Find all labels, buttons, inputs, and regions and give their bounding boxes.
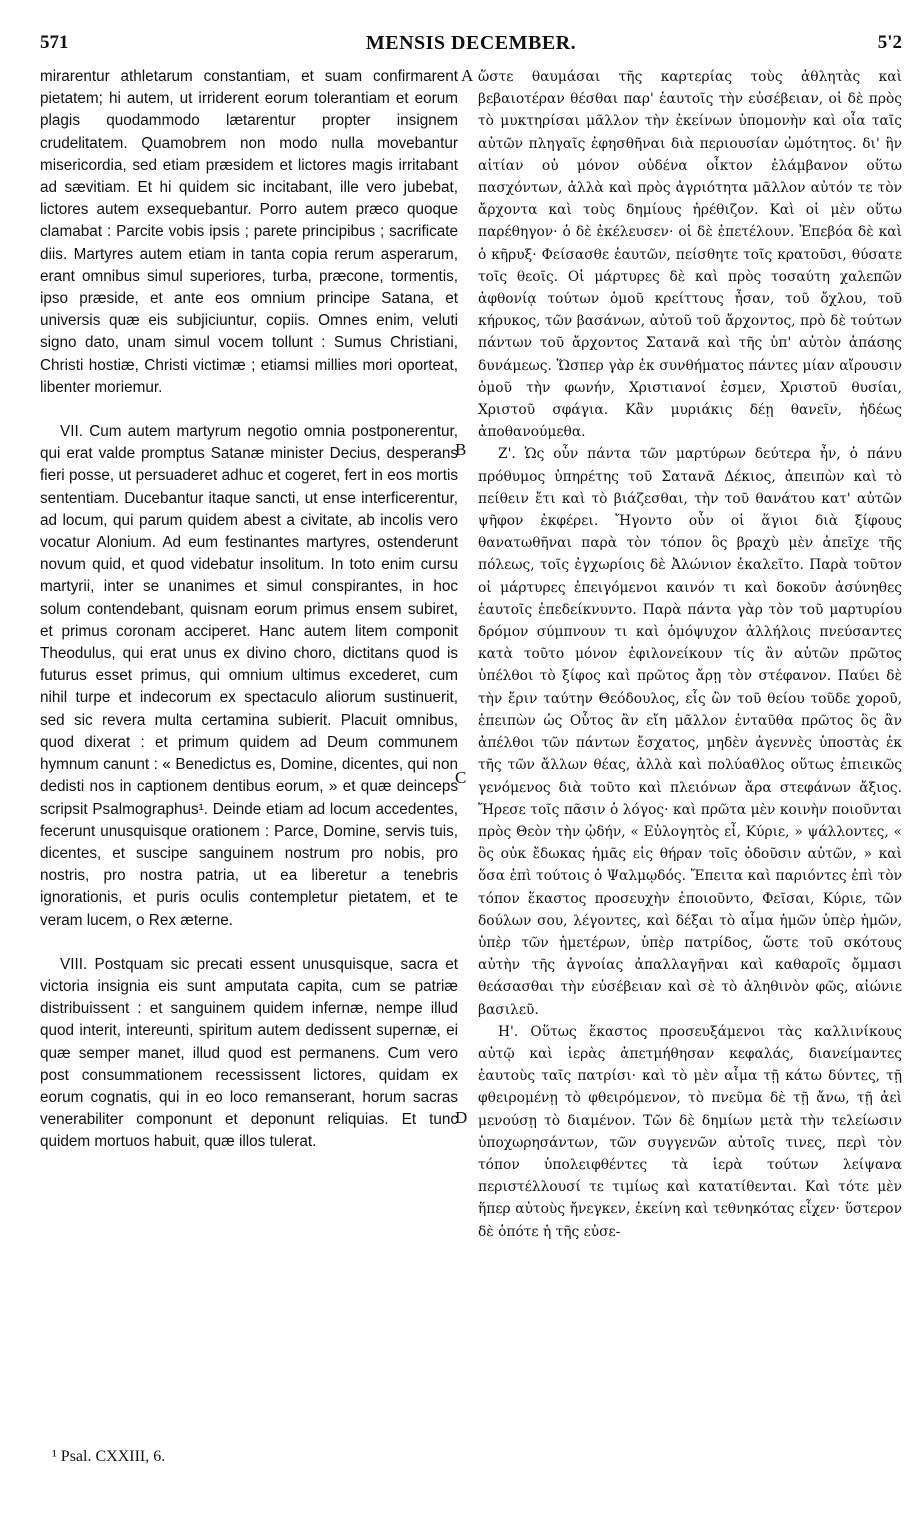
margin-marker-d: D — [455, 1108, 468, 1127]
running-header — [40, 32, 902, 62]
margin-marker-a: A — [461, 66, 474, 85]
page-number-left: 571 — [40, 32, 69, 53]
greek-paragraph-2: Ζ'. Ὡς οὖν πάντα τῶν μαρτύρων δεύτερα ἦν, ὁ πάνυ πρόθυμος ὑπηρέτης τοῦ Σατανᾶ Δέκιος, ἀπειπὼν καὶ τὸ πείθειν ἔτι καὶ τὸ βιάζεσθαι, τὴν τοῦ θανάτου κατ' αὐτῶν ψῆφον ἐκφέρει. Ἤγοντο οὖν οἱ ἅγιοι διὰ ξίφους θανατωθῆναι παρὰ τὸν τόπον ὃς βραχὺ μὲν ἀπεῖχε τῆς πόλεως, τοῖς ἐγχωρίοις δὲ Ἀλώνιον ἐκαλεῖτο. Παρὰ τοῦτον οἱ μάρτυρες ἐπειγόμενοι καινόν τι καὶ δοκοῦν ἀσύνηθες ἑαυτοῖς ἐπεδείκνυντο. Παρὰ πάντα γὰρ τὸν τοῦ μαρτυρίου δρόμον σύμπνουν τι καὶ ὁμόψυχον ἀλλήλοις πνεύσαντες κατὰ τοῦτο μόνον ἐφιλονείκουν τίς ἂν αὐτῶν πρῶτος ὑπέλθοι τὸ ξίφος καὶ πρῶτος ἄρῃ τὸν στέφανον. Παύει δὲ τὴν ἔριν ταύτην Θεόδουλος, εἷς ὢν τοῦ θείου τοῦδε χοροῦ, ἐπειπὼν ὡς Οὗτος ἂν εἴη μᾶλλον ἐνταῦθα πρῶτος ὃς ἂν ἀπέλθοι τῶν πάντων ἔσχατος, μηδὲν ἀγεννὲς ὑποστὰς ἐκ τῆς τῶν ἄλλων θέας, ἀλλὰ καὶ πολύαθλος οὕτως ἐπιεικῶς γενόμενος διὰ τοῦτο καὶ πλειόνων ἄρα στεφάνων ἄξιος. Ἤρεσε τοῖς πᾶσιν ὁ λόγος· καὶ πρῶτα μὲν κοινὴν ποιοῦνται πρὸς Θεὸν τὴν ᾠδήν, « Εὐλογητὸς εἶ, Κύριε, » ψάλλοντες, « ὃς οὐκ ἔδωκας ἡμᾶς εἰς θήραν τοῖς ὀδοῦσιν αὐτῶν, » καὶ ὅσα ἐπὶ τούτοις ὁ Ψαλμῳδός. Ἔπειτα καὶ παριόντες ἐπὶ τὸν τόπον ἕκαστος προσευχὴν ἐποιοῦντο, Φεῖσαι, Κύριε, τῶν δούλων σου, λέγοντες, καὶ δέξαι τὸ αἷμα ἡμῶν ὑπὲρ ἡμῶν, ὑπὲρ τῶν ἡμετέρων, ὑπὲρ πατρίδος, ὥστε τοῦ σκότους αὐτὴν τῆς ἀγνοίας ἀπαλλαγῆναι καὶ καθαροῖς ὄμμασι θεάσασθαι τὴν εὐσέβειαν καὶ σὲ τὸ ἀληθινὸν φῶς, αἰώνιε βασιλεῦ. — [478, 446, 902, 1018]
greek-paragraph-3: Η'. Οὕτως ἕκαστος προσευξάμενοι τὰς καλλινίκους αὐτῷ καὶ ἱερὰς ἀπετμήθησαν κεφαλάς, διανείμαντες ἑαυτοὺς ταῖς πατρίσι· καὶ τὸ μὲν αἷμα τῇ κάτω δύντες, τῇ φθειρομένῃ τὸ φθειρόμενον, τὸ πνεῦμα δὲ τῇ ἄνω, τῇ ἀεὶ μενούσῃ τὸ διαμένον. Τῶν δὲ δημίων μετὰ τὴν τελείωσιν ὑποχωρησάντων, τῶν συγγενῶν αὐτοῖς τινες, περὶ τὸν τόπον ὑπολειφθέντες τὰ ἱερὰ τούτων λείψανα περιστέλλουσί τε τιμίως καὶ κατατίθενται. Καὶ τότε μὲν ἥπερ αὐτοὺς ἤνεγκεν, ἐκείνη καὶ τεθνηκότας εἶχεν· ὕστερον δὲ ὁπότε ἡ τῆς εὐσε- — [478, 1023, 902, 1240]
margin-marker-c: C — [455, 768, 467, 787]
greek-column — [478, 66, 902, 1243]
greek-paragraph-1: ὥστε θαυμάσαι τῆς καρτερίας τοὺς ἀθλητὰς καὶ βεβαιοτέραν θέσθαι παρ' ἑαυτοῖς τὴν εὐσέβειαν, οἱ δὲ πρὸς τὸ μυκτηρίσαι μᾶλλον τὴν ἐκείνων ὑπομονὴν καὶ οἷα ταῖς αὐτῶν πληγαῖς ἐφησθῆναι διὰ περιουσίαν ὠμότητος. δι' ἣν αἰτίαν οὐ μόνον οὐδένα οἶκτον ἐλάμβανον οὕτω πασχόντων, ἀλλὰ καὶ πρὸς ἀγριότητα μᾶλλον αὐτόν τε τὸν ἄρχοντα καὶ τοὺς δημίους ἠρέθιζον. Καὶ οἱ μὲν οὕτω παρέθηγον· ὁ δὲ ἐκέλευσεν· οἱ δὲ ἐπετέλουν. Ἐπεβόα δὲ καὶ ὁ κῆρυξ· Φείσασθε ἑαυτῶν, πείσθητε τοῖς κρατοῦσι, θύσατε τοῖς θεοῖς. Οἱ μάρτυρες δὲ καὶ πρὸς τοσαύτη χαλεπῶν ἀφθονίᾳ τούτων ὁμοῦ κρείττους ἦσαν, τοῦ ὄχλου, τοῦ κήρυκος, τῶν βασάνων, αὐτοῦ τοῦ ἄρχοντος, πρὸ δὲ τούτων πάντων τοῦ ἄρχοντος Σατανᾶ καὶ τῆς ὑπ' αὐτὸν ἁπάσης δυνάμεως. Ὥσπερ γὰρ ἐκ συνθήματος πάντες μίαν αἴρουσιν ὁμοῦ τὴν φωνήν, Χριστιανοί ἐσμεν, Χριστοῦ θυσίαι, Χριστοῦ σφάγια. Κἂν μυριάκις δέῃ θανεῖν, ἡδέως ἀποθανούμεθα. — [478, 69, 902, 441]
footnote: ¹ Psal. CXXIII, 6. — [52, 1448, 166, 1465]
latin-paragraph-2: VII. Cum autem martyrum negotio omnia postponerentur, qui erat valde promptus Satanæ minister Decius, desperans fieri posse, ut persuaderet adhuc et cogeret, fert in eos mortis sententiam. Ducebantur itaque sancti, ut ense interficerentur, ad locum, qui parum quidem abest a civitate, ab incolis vero vocatur Alonium. Ad eum festinantes martyres, ostenderunt novum quid, et quod videbatur insolitum. In toto enim cursu martyrii, inter se unanimes et simul conspirantes, in hoc solum contendebant, quisnam eorum primus ensem subiret, et primus coronam acciperet. Hanc autem litem componit Theodulus, qui erat unus ex divino choro, dictitans quod is futurus esset primus, qui omnium ultimus excederet, cum nihil turpe et indecorum ex spectaculo aliorum sustinuerit, sed sic revera multa certamina subierit. Placuit omnibus, quod dixerat : et primum quidem ad Deum communem hymnum canunt : « Benedictus es, Domine, dicentes, qui non dedisti nos in captionem dentibus eorum, » et quæ deinceps scripsit Psalmographus¹. Deinde etiam ad locum accedentes, fecerunt unusquisque orationem : Parce, Domine, servis tuis, dicentes, et suscipe sanguinem nostrum pro nobis, pro nostris, pro nostra patria, ut ea liberetur a tenebris ignorationis, et puris oculis contempletur pietatem, et te veram lucem, o Rex æterne. — [40, 423, 458, 929]
margin-marker-b: B — [455, 440, 467, 459]
latin-paragraph-3: VIII. Postquam sic precati essent unusquisque, sacra et victoria insignia eis sunt amputata capita, cum se patriæ distribuissent : et sanguinem quidem infernæ, nempe illud quod interit, intereunti, spiritum autem dedissent supernæ, ei quæ semper manet, illud quod est permanens. Cum vero post consummationem recessissent lictores, quidam ex eorum cognatis, qui in eo loco remanserant, horum sacras venerabiliter componunt et deponunt reliquias. Et tunc quidem mortuos habuit, quæ illos tulerat. — [40, 955, 458, 1151]
page-title: MENSIS DECEMBER. — [365, 32, 577, 54]
latin-paragraph-1: mirarentur athletarum constantiam, et suam confirmarent pietatem; hi autem, ut irriderent eorum tolerantiam et eorum plagis quodammodo lætarentur propter insignem crudelitatem. Quamobrem non modo nulla movebantur misericordia, sed etiam præsidem et lictores magis irritabant ad sævitiam. Et hi quidem sic incitabant, ille vero jubebat, lictores autem exsequebantur. Porro autem præco quoque clamabat : Parcite vobis ipsis ; parete principibus ; sacrificate diis. Martyres autem etiam in tanta copia rerum asperarum, erant omnibus simul superiores, turba, præcone, tormentis, ipso præside, et ante eos omnium principe Satana, et universis quæ eis subjiciuntur, copiis. Omnes enim, veluti signo dato, unam simul vocem tollunt : Sumus Christiani, Christi hostiæ, Christi victimæ ; etiamsi millies mori oporteat, libenter moriemur. — [40, 68, 458, 396]
latin-column — [40, 66, 458, 1154]
page-number-right: 5'2 — [877, 32, 902, 53]
